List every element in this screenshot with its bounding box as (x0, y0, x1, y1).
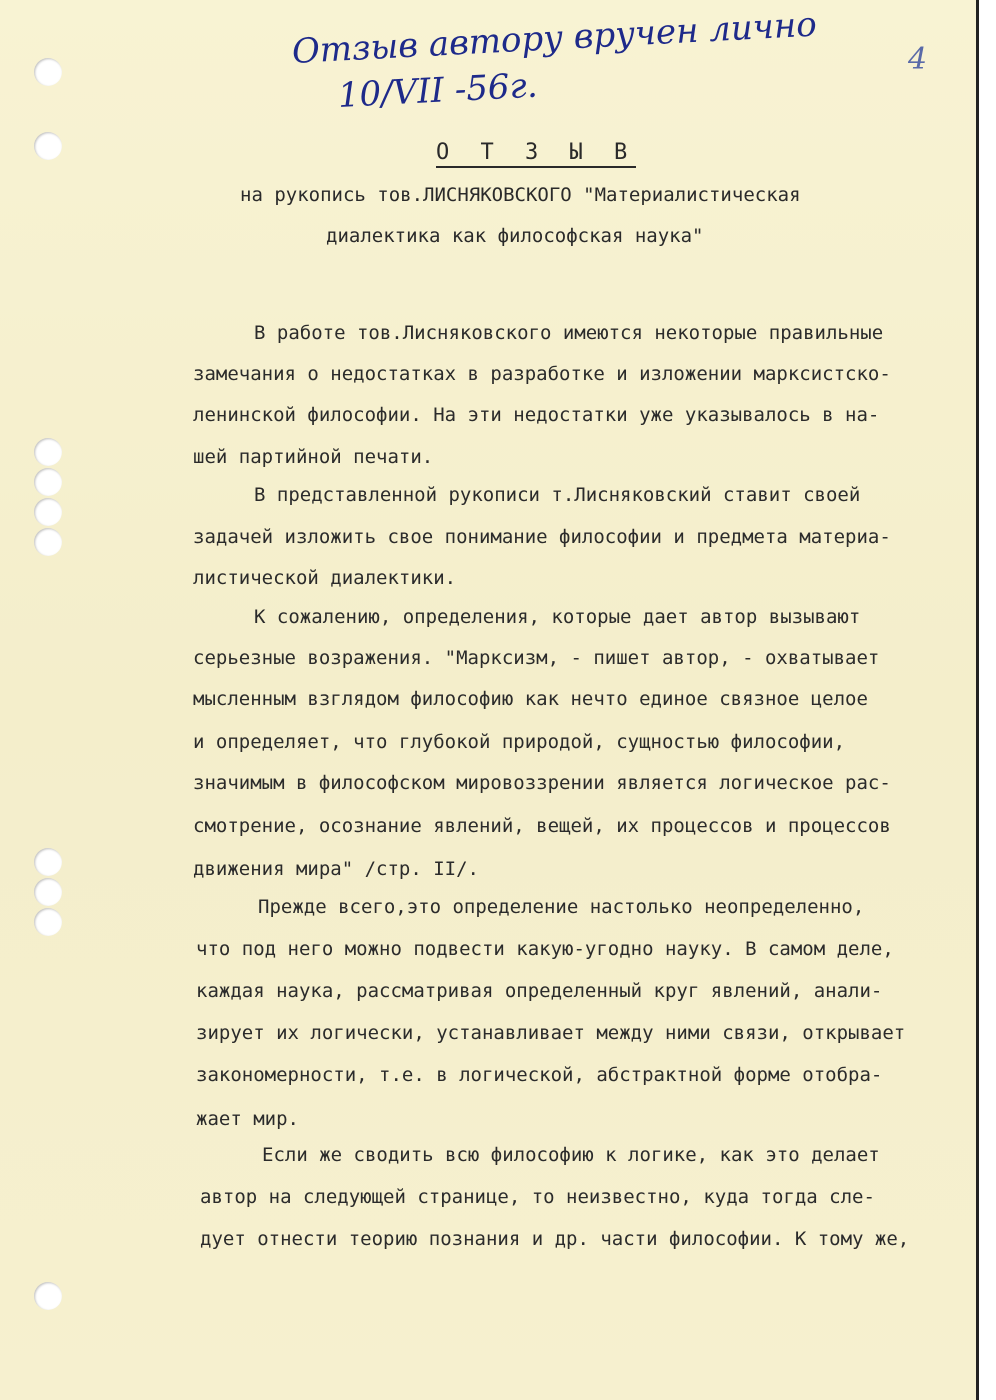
body-line: значимым в философском мировоззрении является логическое рас- (193, 772, 891, 794)
body-line: замечания о недостатках в разработке и изложении марксистско- (193, 363, 891, 385)
body-line: ленинской философии. На эти недостатки уже указывалось в на- (193, 404, 880, 426)
body-line: В работе тов.Лисняковского имеются некоторые правильные (254, 322, 884, 344)
punch-hole (34, 878, 62, 906)
body-line: серьезные возражения. "Марксизм, - пишет автор, - охватывает (193, 647, 880, 669)
punch-hole (34, 132, 62, 160)
body-line: зирует их логически, устанавливает между ними связи, открывает (196, 1022, 906, 1044)
body-line: шей партийной печати. (193, 446, 434, 468)
body-line: движения мира" /стр. II/. (193, 858, 479, 880)
body-line: каждая наука, рассматривая определенный круг явлений, анали- (196, 980, 883, 1002)
punch-hole (34, 438, 62, 466)
punch-hole (34, 58, 62, 86)
page-number: 4 (908, 42, 928, 77)
body-line: Прежде всего,это определение настолько неопределенно, (258, 896, 865, 918)
handwritten-note-line1: Отзыв автору вручен лично (290, 4, 818, 72)
subtitle-line: на рукопись тов.ЛИСНЯКОВСКОГО "Материалистическая (240, 184, 801, 206)
body-line: В представленной рукописи т.Лисняковский ставит своей (254, 484, 861, 506)
body-line: К сожалению, определения, которые дает автор вызывают (254, 606, 861, 628)
body-line: Если же сводить всю философию к логике, как это делает (262, 1144, 880, 1166)
body-line: смотрение, осознание явлений, вещей, их процессов и процессов (193, 815, 891, 837)
punch-hole (34, 528, 62, 556)
document-title: О Т З Ы В (436, 140, 636, 168)
body-line: жает мир. (196, 1108, 299, 1130)
body-line: автор на следующей странице, то неизвестно, куда тогда сле- (200, 1186, 875, 1208)
body-line: что под него можно подвести какую-угодно науку. В самом деле, (196, 938, 894, 960)
punch-hole (34, 1282, 62, 1310)
body-line: мысленным взглядом философию как нечто единое связное целое (193, 688, 868, 710)
body-line: дует отнести теорию познания и др. части философии. К тому же, (200, 1228, 910, 1250)
punch-hole (34, 498, 62, 526)
body-line: задачей изложить свое понимание философии и предмета материа- (193, 526, 891, 548)
body-line: и определяет, что глубокой природой, сущностью философии, (193, 731, 846, 753)
body-line: листической диалектики. (193, 567, 457, 589)
subtitle-line: диалектика как философская наука" (326, 225, 704, 247)
punch-hole (34, 848, 62, 876)
handwritten-note-line2: 10/VII -56г. (336, 65, 539, 116)
punch-hole (34, 468, 62, 496)
body-line: закономерности, т.е. в логической, абстрактной форме отобра- (196, 1064, 883, 1086)
punch-hole (34, 908, 62, 936)
